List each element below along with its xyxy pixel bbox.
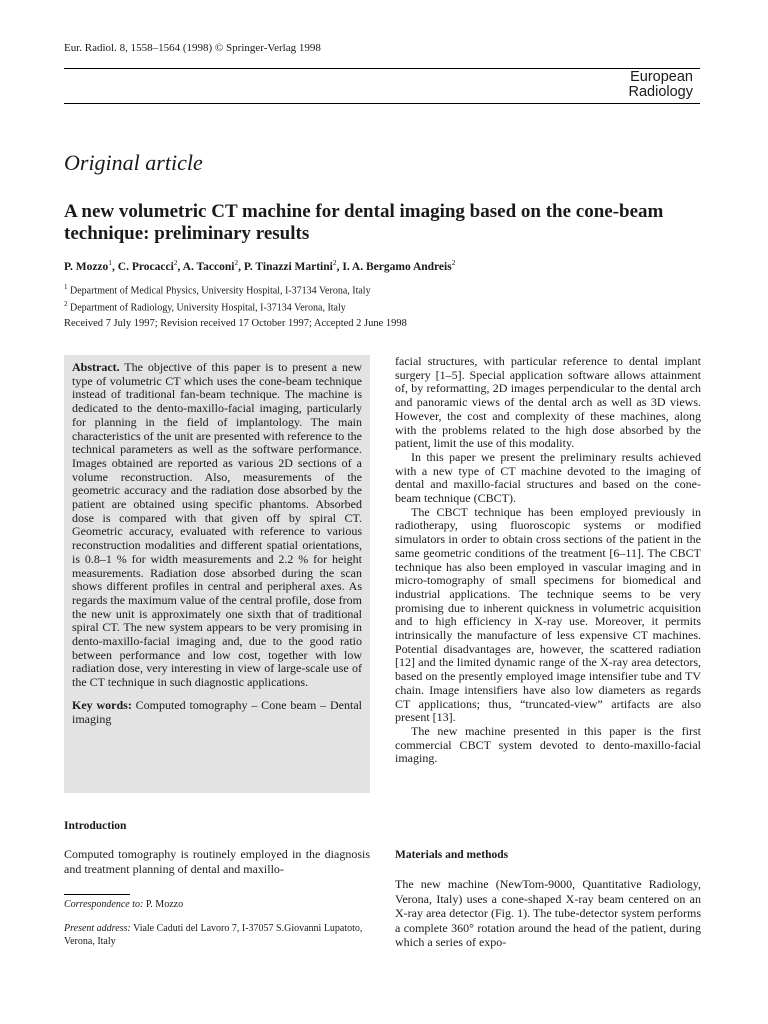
present-address-footnote (64, 922, 370, 948)
introduction-heading: Introduction (64, 820, 127, 832)
brand-line-2: Radiology (628, 84, 693, 100)
body-paragraph: The new machine presented in this paper is the first commercial CBCT system devoted to dento-maxillo-facial imaging. (395, 723, 701, 766)
affiliation-item (64, 298, 371, 315)
section-label: Original article (64, 150, 203, 175)
present-address-text: Viale Caduti del Lavoro 7, I-37057 S.Giovanni Lupatoto, Verona, Italy (64, 923, 363, 947)
article-title: A new volumetric CT machine for dental imaging based on the cone-beam technique: preliminary results (64, 201, 664, 244)
header-rule-top (64, 68, 700, 69)
correspondence-name: P. Mozzo (143, 899, 184, 910)
author-affiliation-mark: 1 (108, 258, 113, 267)
journal-brand (629, 70, 694, 100)
author-list (64, 258, 455, 273)
author-name: C. Procacci (117, 260, 174, 273)
present-address-label: Present address: (64, 923, 131, 934)
author-affiliation-mark: 2 (234, 258, 239, 267)
body-paragraph: In this paper we present the preliminary results achieved with a new type of CT machine devoted to the imaging of dental and maxillo-facial structures and based on the cone-beam technique (CBCT). (395, 449, 701, 506)
abstract-text: The objective of this paper is to present a new type of volumetric CT which uses the cone-beam technique instead of traditional fan-beam technique. The machine is dedicated to the dento-maxillo-facial imaging, particularly for planning in the field of implantology. The main characteristics of the unit are presented with reference to the technical parameters as well as the software performance. Images obtained are reported as various 2D sections of a volume reconstruction. Also, measurements of the geometric accuracy and the radiation dose absorbed by the patient are obtained using specific phantoms. Absorbed dose is compared with that given off by spiral CT. Geometric accuracy, evaluated with reference to various reconstruction modalities and different spatial orientations, is 0.8–1 % for width measurements and 2.2 % for height measurements. Radiation dose absorbed during the scan shows different profiles in central and peripheral axes. As regards the maximum value of the central profile, dose from the new unit is approximately one sixth that of traditional spiral CT. The new system appears to be very promising in dento-maxillo-facial imaging and, due to the good ratio between performance and low cost, together with low radiation dose, very interesting in view of large-scale use of the CT technique in such diagnostic applications. (72, 360, 362, 690)
brand-line-1: European (630, 69, 693, 85)
author-name: A. Tacconi (182, 260, 235, 273)
abstract-box (64, 355, 370, 793)
author-affiliation-mark: 2 (173, 258, 178, 267)
materials-methods-heading: Materials and methods (395, 849, 509, 861)
author-separator: , (177, 260, 183, 273)
body-paragraph: The CBCT technique has been employed previously in radiotherapy, using fluoroscopic systems or modified simulators in order to obtain cross sections of the patient in the same geometric conditions of the treatment [6–11]. The CBCT technique has also been employed in vascular imaging and in micro-tomography of small specimens for biomedical and industrial applications. The technique seems to be very promising due to inherent quickness in volumetric acquisition and to high efficiency in X-ray use. Moreover, it permits intrinsically the manufacture of less expensive CT machines. Potential disadvantages are, however, the scattered radiation [12] and the limited dynamic range of the X-ray area detectors, based on the presently employed image intensifier tube and TV chain. Image intensifiers have also low diameters as regards CT applications; thus, “truncated-view” artifacts are also present [13]. (395, 504, 701, 725)
author-name: I. A. Bergamo Andreis (342, 260, 452, 273)
affiliation-text: Department of Medical Physics, University Hospital, I-37134 Verona, Italy (67, 285, 371, 297)
materials-methods-text: The new machine (NewTom-9000, Quantitative Radiology, Verona, Italy) uses a cone-shaped X-ray beam centered on an X-ray area detector (Fig. 1). The tube-detector system performs a complete 360° rotation around the head of the patient, during which a series of expo- (395, 877, 701, 950)
affiliations (64, 281, 371, 315)
correspondence-label: Correspondence to: (64, 899, 144, 910)
keywords-label: Key words: (72, 697, 132, 712)
author-separator: , (112, 260, 118, 273)
introduction-text: Computed tomography is routinely employed in the diagnosis and treatment planning of dental and maxillo- (64, 847, 370, 876)
header-rule-bottom (64, 103, 700, 104)
right-column-body (395, 355, 701, 766)
footnote-rule (64, 894, 130, 895)
affiliation-item (64, 281, 371, 298)
affiliation-text: Department of Radiology, University Hospital, I-37134 Verona, Italy (67, 302, 346, 314)
article-dates: Received 7 July 1997; Revision received 17 October 1997; Accepted 2 June 1998 (64, 318, 407, 329)
author-name: P. Tinazzi Martini (243, 260, 333, 273)
abstract-paragraph (72, 361, 362, 690)
author-separator: , (238, 260, 244, 273)
body-paragraph: facial structures, with particular reference to dental implant surgery [1–5]. Special application software allows attainment of, by reformatting, 2D images perpendicular to the dental arch and panoramic views of the dental arch as well as 3D views. However, the cost and complexity of these machines, along with the problems related to the high dose absorbed by the patient, limit the use of this modality. (395, 354, 701, 451)
author-affiliation-mark: 2 (451, 258, 456, 267)
journal-reference: Eur. Radiol. 8, 1558–1564 (1998) © Springer-Verlag 1998 (64, 42, 321, 54)
keywords-text: Computed tomography – Cone beam – Dental imaging (72, 697, 362, 726)
abstract-label: Abstract. (72, 360, 120, 374)
keywords-paragraph (72, 699, 362, 726)
affiliation-number: 2 (64, 299, 68, 308)
correspondence-footnote (64, 899, 183, 910)
author-affiliation-mark: 2 (332, 258, 337, 267)
author-name: P. Mozzo (64, 260, 109, 273)
author-separator: , (336, 260, 343, 273)
affiliation-number: 1 (64, 283, 68, 291)
